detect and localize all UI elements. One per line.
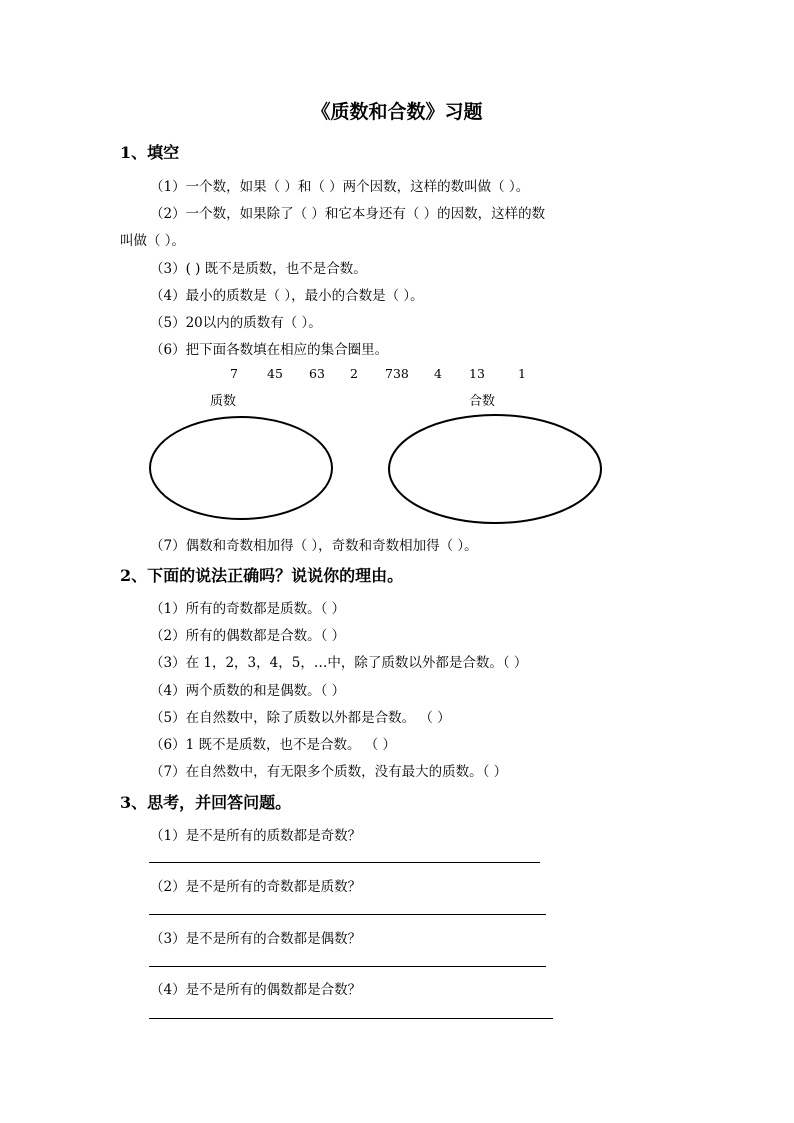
answer-line-1[interactable] [149, 862, 540, 863]
number-item: 13 [469, 366, 485, 381]
answer-line-2[interactable] [149, 914, 546, 915]
judge-question-7: （7）在自然数中，有无限多个质数，没有最大的质数。（ ） [150, 764, 508, 780]
fill-question-4: （4）最小的质数是（ ），最小的合数是（ ）。 [150, 288, 424, 304]
section-2-heading: 2、下面的说法正确吗？说说你的理由。 [120, 566, 404, 585]
fill-question-2-continuation: 叫做（ ）。 [120, 233, 186, 249]
section-3-heading: 3、思考，并回答问题。 [120, 793, 292, 812]
judge-question-3: （3）在 1，2，3，4，5，…中，除了质数以外都是合数。（ ） [150, 655, 528, 671]
number-item: 1 [518, 366, 526, 381]
judge-question-6: （6）1 既不是质数，也不是合数。 （ ） [150, 737, 397, 753]
judge-question-4: （4）两个质数的和是偶数。（ ） [150, 683, 346, 699]
composite-set-circle[interactable] [389, 415, 601, 523]
prime-set-label: 质数 [210, 394, 237, 409]
number-item: 63 [309, 366, 325, 381]
fill-question-3: （3）( ) 既不是质数，也不是合数。 [150, 261, 367, 277]
number-item: 738 [385, 366, 409, 381]
think-question-3: （3）是不是所有的合数都是偶数？ [150, 931, 362, 947]
fill-question-2: （2）一个数，如果除了（ ）和它本身还有（ ）的因数，这样的数 [150, 206, 546, 222]
think-question-1: （1）是不是所有的质数都是奇数？ [150, 828, 362, 844]
number-item: 4 [434, 366, 442, 381]
page-title: 《质数和合数》习题 [311, 101, 483, 123]
judge-question-1: （1）所有的奇数都是质数。（ ） [150, 601, 346, 617]
judge-question-5: （5）在自然数中，除了质数以外都是合数。 （ ） [150, 710, 451, 726]
composite-set-label: 合数 [469, 394, 496, 409]
fill-question-5: （5）20以内的质数有（ ）。 [150, 315, 322, 331]
think-question-4: （4）是不是所有的偶数都是合数？ [150, 982, 362, 998]
number-item: 45 [267, 366, 283, 381]
number-item: 2 [350, 366, 358, 381]
fill-question-6: （6）把下面各数填在相应的集合圈里。 [150, 342, 389, 358]
number-item: 7 [230, 366, 238, 381]
answer-line-4[interactable] [149, 1018, 553, 1019]
fill-question-1: （1）一个数，如果（ ）和（ ）两个因数，这样的数叫做（ ）。 [150, 179, 530, 195]
judge-question-2: （2）所有的偶数都是合数。（ ） [150, 628, 346, 644]
think-question-2: （2）是不是所有的奇数都是质数？ [150, 879, 362, 895]
answer-line-3[interactable] [149, 966, 546, 967]
prime-set-circle[interactable] [150, 417, 332, 519]
fill-question-7: （7）偶数和奇数相加得（ ），奇数和奇数相加得（ ）。 [150, 538, 478, 554]
section-1-heading: 1、填空 [120, 143, 180, 162]
